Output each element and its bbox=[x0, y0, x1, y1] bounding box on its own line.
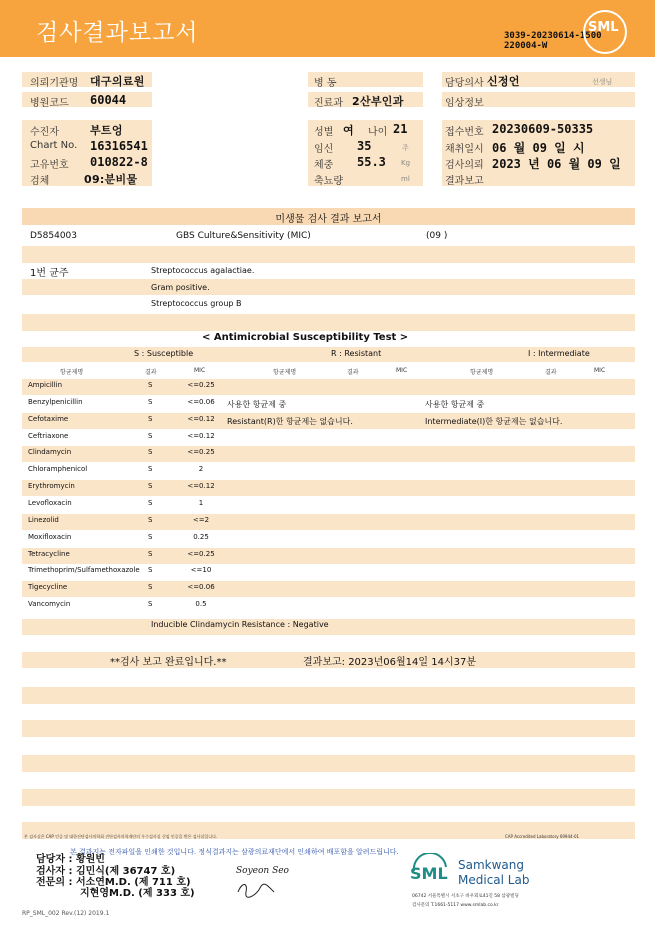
drug-result: S bbox=[148, 431, 153, 440]
organism-line: Streptococcus group B bbox=[151, 299, 242, 308]
stripe bbox=[22, 789, 635, 806]
drug-result: S bbox=[148, 532, 153, 541]
company-phone: 검사문의 T.1661-5117 www.smlab.co.kr bbox=[412, 903, 499, 908]
weight-value: 55.3 bbox=[357, 155, 386, 169]
header-logo-text: SML bbox=[588, 20, 619, 35]
drug-name: Benzylpenicillin bbox=[28, 397, 83, 406]
section-title: 미생물 검사 결과 보고서 bbox=[275, 214, 382, 225]
drug-result: S bbox=[148, 414, 153, 423]
requester-label: 의뢰기관명 bbox=[30, 78, 79, 89]
receipt-label: 접수번호 bbox=[445, 127, 484, 138]
age-value: 21 bbox=[393, 122, 408, 136]
specialist-2: 지현영M.D. (제 333 호) bbox=[80, 888, 195, 899]
drug-result: S bbox=[148, 583, 153, 592]
drug-mic: <=0.12 bbox=[187, 414, 215, 423]
sex-value: 여 bbox=[343, 124, 354, 137]
drug-row-stripe bbox=[22, 581, 635, 597]
doctor-suffix: 선생님 bbox=[592, 78, 613, 86]
drug-result: S bbox=[148, 448, 153, 457]
stripe bbox=[22, 314, 635, 331]
drug-mic: <=0.25 bbox=[187, 381, 215, 389]
signature-2-icon bbox=[236, 880, 276, 898]
patient-value: 부트엉 bbox=[90, 124, 123, 137]
drug-name: Moxifloxacin bbox=[28, 532, 72, 541]
report-title: 검사결과보고서 bbox=[36, 20, 199, 46]
result-report-time: 결과보고: 2023년06월14일 14시37분 bbox=[303, 657, 477, 668]
weight-unit: Kg bbox=[401, 159, 411, 167]
drug-result: S bbox=[148, 515, 153, 524]
requester-value: 대구의료원 bbox=[90, 75, 145, 88]
col-result-3: 결과 bbox=[545, 369, 557, 376]
drug-row-stripe bbox=[22, 480, 635, 496]
drug-name: Linezolid bbox=[28, 515, 59, 524]
drug-name: Chloramphenicol bbox=[28, 465, 88, 474]
drug-mic: <=0.06 bbox=[187, 583, 215, 592]
test-code: D5854003 bbox=[30, 231, 78, 241]
complete-message: **검사 보고 완료입니다.** bbox=[110, 657, 227, 668]
stripe bbox=[22, 279, 635, 295]
stripe bbox=[22, 246, 635, 263]
chart-label: Chart No. bbox=[30, 140, 78, 151]
drug-result: S bbox=[148, 482, 153, 491]
document-code: RP_SML_002 Rev.(12) 2019.1 bbox=[22, 910, 110, 917]
drug-result: S bbox=[148, 549, 153, 558]
legend-susceptible: S : Susceptible bbox=[134, 349, 194, 358]
request-value: 2023 년 06 월 09 일 bbox=[492, 157, 621, 171]
drug-result: S bbox=[148, 498, 153, 507]
drug-result: S bbox=[148, 397, 153, 406]
drug-mic: <=0.25 bbox=[187, 549, 215, 558]
fineprint-left: 본 검사실은 CAP 인증 및 대한진단검사의학회 진단검사의학재단의 우수검사실 신임 인증을 받은 검사실입니다. bbox=[24, 834, 218, 839]
clinical-info-label: 임상정보 bbox=[445, 98, 484, 109]
drug-name: Erythromycin bbox=[28, 482, 75, 491]
report-code-line1: 3039-20230614-1500 bbox=[504, 31, 602, 41]
drug-mic: <=10 bbox=[190, 566, 212, 575]
patient-label: 수진자 bbox=[30, 127, 59, 138]
doctor-label: 담당의사 bbox=[445, 78, 484, 89]
organism-line: Streptococcus agalactiae. bbox=[151, 266, 255, 275]
company-name-en-2: Medical Lab bbox=[458, 873, 530, 887]
col-mic-3: MIC bbox=[594, 367, 606, 374]
dept-label: 진료과 bbox=[314, 98, 343, 109]
report-code-line2: 220004-W bbox=[504, 41, 548, 51]
ast-title: < Antimicrobial Susceptibility Test > bbox=[202, 332, 409, 343]
specimen-label: 검체 bbox=[30, 176, 50, 187]
hospital-code-label: 병원코드 bbox=[30, 98, 69, 109]
stripe bbox=[22, 687, 635, 704]
drug-mic: <=0.25 bbox=[187, 448, 215, 457]
urine-label: 축뇨량 bbox=[314, 176, 343, 187]
drug-mic: <=0.12 bbox=[187, 482, 215, 491]
drug-mic: 0.5 bbox=[195, 600, 207, 609]
drug-row-stripe bbox=[22, 446, 635, 462]
signature-1: Soyeon Seo bbox=[236, 866, 289, 876]
drug-mic: 1 bbox=[198, 498, 204, 507]
drug-mic: <=0.12 bbox=[187, 431, 215, 440]
resistant-note-line2: Resistant(R)한 항균제는 없습니다. bbox=[227, 417, 353, 426]
intermediate-note-line2: Intermediate(I)한 항균제는 없습니다. bbox=[425, 417, 563, 426]
pregnancy-label: 임신 bbox=[314, 144, 334, 155]
col-drug-1: 항균제명 bbox=[60, 369, 84, 376]
drug-mic: <=2 bbox=[192, 515, 210, 524]
company-name-en-1: Samkwang bbox=[458, 858, 524, 872]
electronic-notice: 본 결과지는 전자파일을 인쇄한 것입니다. 정식결과지는 삼광의료재단에서 인쇄하여 배포함을 알려드립니다. bbox=[70, 848, 399, 856]
specimen-code: (09 ) bbox=[426, 231, 448, 241]
report-time-label: 결과보고 bbox=[445, 176, 484, 187]
col-drug-2: 항균제명 bbox=[273, 369, 297, 376]
collect-label: 채취일시 bbox=[445, 144, 484, 155]
col-drug-3: 항균제명 bbox=[470, 369, 494, 376]
drug-name: Vancomycin bbox=[28, 600, 71, 609]
urine-unit: ml bbox=[401, 175, 410, 183]
stripe bbox=[22, 720, 635, 737]
examiner: 검사자 : 김민식(제 36747 호) bbox=[36, 866, 176, 877]
drug-row-stripe bbox=[22, 548, 635, 564]
drug-name: Tetracycline bbox=[28, 549, 70, 558]
inducible-clindamycin: Inducible Clindamycin Resistance : Negative bbox=[151, 620, 329, 629]
hospital-code-value: 60044 bbox=[90, 93, 127, 107]
drug-name: Ceftriaxone bbox=[28, 431, 69, 440]
drug-name: Clindamycin bbox=[28, 448, 72, 457]
sml-logo-text: SML bbox=[410, 864, 448, 883]
specialist-1: 전문의 : 서소연M.D. (제 711 호) bbox=[36, 877, 191, 888]
drug-row-stripe bbox=[22, 514, 635, 530]
request-label: 검사의뢰 bbox=[445, 160, 484, 171]
drug-name: Levofloxacin bbox=[28, 498, 72, 507]
doctor-value: 신정언 bbox=[487, 75, 520, 88]
drug-mic: <=0.06 bbox=[187, 397, 215, 406]
col-mic-2: MIC bbox=[396, 367, 408, 374]
col-result-1: 결과 bbox=[145, 369, 157, 376]
collect-value: 06 월 09 일 시 bbox=[492, 141, 585, 155]
organism-line: Gram positive. bbox=[151, 283, 210, 292]
sex-label: 성별 bbox=[314, 127, 334, 138]
drug-mic: 2 bbox=[198, 465, 204, 474]
weight-label: 체중 bbox=[314, 160, 334, 171]
col-mic-1: MIC bbox=[194, 367, 206, 374]
drug-name: Cefotaxime bbox=[28, 414, 69, 423]
receipt-value: 20230609-50335 bbox=[492, 122, 594, 136]
pregnancy-value: 35 bbox=[357, 139, 372, 153]
intermediate-note-line1: 사용한 항균제 중 bbox=[425, 400, 485, 409]
drug-result: S bbox=[148, 566, 153, 575]
drug-result: S bbox=[148, 381, 153, 389]
manager: 담당자 : 황원빈 bbox=[36, 854, 105, 865]
col-result-2: 결과 bbox=[347, 369, 359, 376]
company-address: 06742 서울특별시 서초구 바우뫼로41길 58 삼광빌딩 bbox=[412, 894, 519, 899]
legend-intermediate: I : Intermediate bbox=[528, 349, 590, 358]
dept-value: 2산부인과 bbox=[352, 95, 404, 108]
drug-result: S bbox=[148, 600, 153, 609]
drug-result: S bbox=[148, 465, 153, 474]
pregnancy-unit: 주 bbox=[402, 144, 409, 152]
age-label: 나이 bbox=[368, 127, 388, 138]
fineprint-right: CAP Accredited Laboratory 69944-01 bbox=[505, 834, 580, 839]
ward-label: 병 동 bbox=[314, 78, 337, 89]
strain-label: 1번 균주 bbox=[30, 268, 69, 279]
drug-mic: 0.25 bbox=[193, 532, 209, 541]
id-label: 고유번호 bbox=[30, 160, 69, 171]
drug-name: Trimethoprim/Sulfamethoxazole bbox=[28, 566, 140, 575]
stripe bbox=[22, 755, 635, 772]
legend-resistant: R : Resistant bbox=[331, 349, 382, 358]
drug-name: Tigecycline bbox=[28, 583, 68, 592]
chart-value: 16316541 bbox=[90, 139, 148, 153]
resistant-note-line1: 사용한 항균제 중 bbox=[227, 400, 287, 409]
drug-name: Ampicillin bbox=[28, 381, 63, 389]
specimen-value: 09:분비물 bbox=[84, 173, 138, 186]
test-name: GBS Culture&Sensitivity (MIC) bbox=[176, 231, 311, 241]
drug-row-stripe bbox=[22, 379, 635, 395]
id-value: 010822-8 bbox=[90, 155, 148, 169]
